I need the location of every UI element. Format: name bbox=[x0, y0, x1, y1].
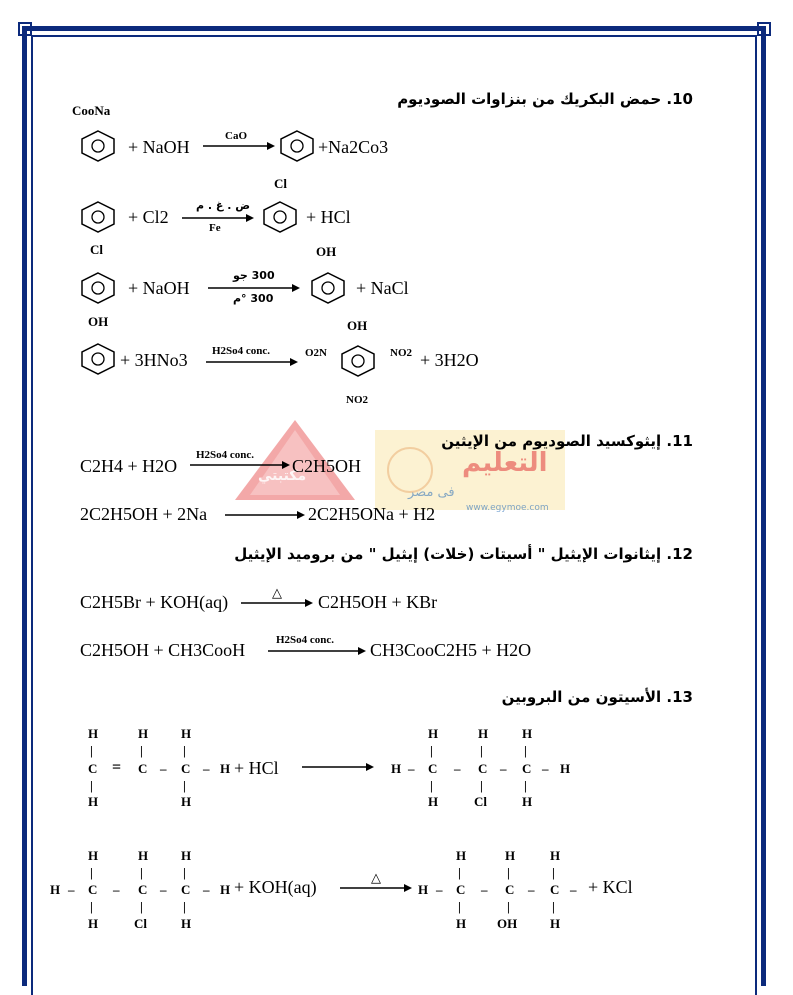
atom-h: H bbox=[88, 794, 99, 809]
atom-h: H bbox=[560, 761, 571, 776]
bond-line: | bbox=[430, 743, 433, 758]
catalyst-label: H2So4 conc. bbox=[212, 345, 271, 357]
bond-line: | bbox=[183, 865, 186, 880]
bond-line: | bbox=[507, 899, 510, 914]
frame-corner bbox=[757, 22, 771, 36]
atom-h: H bbox=[522, 794, 533, 809]
equation-right: 2C2H5ONa + H2 bbox=[308, 504, 436, 524]
atom-h: H bbox=[456, 848, 467, 863]
bond-line: | bbox=[90, 865, 93, 880]
atom-c: C bbox=[138, 761, 148, 776]
atom-h: H bbox=[88, 916, 99, 931]
bond-line: | bbox=[552, 865, 555, 880]
bond-line: | bbox=[507, 865, 510, 880]
benzene-ring-icon bbox=[80, 343, 116, 375]
bond-line: | bbox=[140, 899, 143, 914]
equation-left: C2H4 + H2O bbox=[80, 456, 178, 476]
reaction-arrow-icon bbox=[203, 141, 275, 151]
equation-left: 2C2H5OH + 2Na bbox=[80, 504, 208, 524]
reaction-arrow-icon bbox=[190, 460, 290, 470]
atom-c: C bbox=[181, 882, 191, 897]
bond-line: | bbox=[90, 778, 93, 793]
reaction-arrow-icon bbox=[225, 510, 305, 520]
reagent-text: + Cl2 bbox=[128, 207, 169, 227]
bond-line: | bbox=[430, 778, 433, 793]
bond-line: – bbox=[203, 761, 210, 776]
atom-h: H bbox=[138, 848, 149, 863]
bond-double: = bbox=[112, 759, 122, 776]
atom-h: H bbox=[88, 848, 99, 863]
heat-symbol: △ bbox=[371, 870, 381, 885]
product-text: +Na2Co3 bbox=[318, 137, 389, 157]
reagent-text: + NaOH bbox=[128, 137, 190, 157]
bond-line: – bbox=[542, 761, 549, 776]
catalyst-label: H2So4 conc. bbox=[196, 449, 255, 461]
bond-line: | bbox=[183, 899, 186, 914]
product-text: + KCl bbox=[588, 877, 633, 897]
watermark-brand: التعليم bbox=[462, 448, 548, 478]
bond-line: – bbox=[454, 761, 461, 776]
reaction-arrow-icon bbox=[340, 883, 412, 893]
bond-line: – bbox=[570, 882, 577, 897]
atom-h: H bbox=[391, 761, 402, 776]
bond-line: – bbox=[113, 882, 120, 897]
reaction-arrow-icon bbox=[302, 762, 374, 772]
bond-line: | bbox=[140, 865, 143, 880]
catalyst-label: CaO bbox=[225, 130, 247, 142]
atom-c: C bbox=[88, 882, 98, 897]
atom-c: C bbox=[428, 761, 438, 776]
atom-cl: Cl bbox=[474, 794, 487, 809]
atom-c: C bbox=[138, 882, 148, 897]
atom-h: H bbox=[522, 726, 533, 741]
atom-h: H bbox=[88, 726, 99, 741]
reaction-arrow-icon bbox=[268, 646, 366, 656]
atom-c: C bbox=[181, 761, 191, 776]
section-heading-13: 13. الأسيتون من البروبين bbox=[501, 688, 693, 706]
reagent-text: + KOH(aq) bbox=[234, 877, 317, 897]
equation-right: C2H5OH bbox=[292, 456, 362, 476]
atom-h: H bbox=[456, 916, 467, 931]
atom-h: H bbox=[220, 882, 231, 897]
atom-cl: Cl bbox=[134, 916, 147, 931]
equation-right: C2H5OH + KBr bbox=[318, 592, 438, 612]
atom-h: H bbox=[220, 761, 231, 776]
reaction-arrow-icon bbox=[206, 357, 298, 367]
substituent-label: Cl bbox=[90, 242, 103, 257]
bond-line: | bbox=[90, 743, 93, 758]
bond-line: – bbox=[481, 882, 488, 897]
benzene-ring-icon bbox=[310, 272, 346, 304]
condition-label: 300 °م bbox=[233, 292, 274, 305]
section-heading-10: 10. حمض البكريك من بنزاوات الصوديوم bbox=[397, 90, 693, 108]
frame-corner bbox=[18, 22, 32, 36]
atom-h: H bbox=[428, 726, 439, 741]
product-text: + NaCl bbox=[356, 278, 409, 298]
substituent-label: NO2 bbox=[390, 347, 412, 359]
atom-c: C bbox=[522, 761, 532, 776]
condition-label: ض . غ . م bbox=[196, 199, 251, 212]
bond-line: – bbox=[500, 761, 507, 776]
atom-h: H bbox=[138, 726, 149, 741]
atom-h: H bbox=[550, 916, 561, 931]
substituent-label: OH bbox=[316, 244, 337, 259]
atom-h: H bbox=[181, 916, 192, 931]
reagent-text: + NaOH bbox=[128, 278, 190, 298]
atom-c: C bbox=[88, 761, 98, 776]
catalyst-label: H2So4 conc. bbox=[276, 634, 335, 646]
equation-right: CH3CooC2H5 + H2O bbox=[370, 640, 532, 660]
substituent-label: NO2 bbox=[346, 394, 368, 406]
equation-left: C2H5Br + KOH(aq) bbox=[80, 592, 229, 612]
bond-line: | bbox=[183, 743, 186, 758]
atom-h: H bbox=[478, 726, 489, 741]
catalyst-label: Fe bbox=[209, 222, 221, 234]
bond-line: | bbox=[524, 778, 527, 793]
bond-line: – bbox=[408, 761, 415, 776]
atom-c: C bbox=[505, 882, 515, 897]
bond-line: | bbox=[458, 899, 461, 914]
bond-line: | bbox=[480, 743, 483, 758]
benzene-ring-icon bbox=[279, 130, 315, 162]
watermark-sub: فى مصر bbox=[408, 485, 455, 500]
benzene-ring-icon bbox=[80, 272, 116, 304]
bond-line: | bbox=[480, 778, 483, 793]
reaction-arrow-icon bbox=[241, 598, 313, 608]
bond-line: | bbox=[524, 743, 527, 758]
heat-symbol: △ bbox=[272, 585, 282, 600]
benzene-ring-icon bbox=[80, 130, 116, 162]
section-heading-11: 11. إيثوكسيد الصوديوم من الإيثين bbox=[441, 432, 693, 450]
bond-line: – bbox=[436, 882, 443, 897]
substituent-label: O2N bbox=[305, 347, 327, 359]
benzene-ring-icon bbox=[80, 201, 116, 233]
product-text: + HCl bbox=[306, 207, 351, 227]
bond-line: – bbox=[160, 882, 167, 897]
benzene-ring-icon bbox=[262, 201, 298, 233]
reagent-text: + 3HNo3 bbox=[120, 350, 188, 370]
watermark-logo-text: مكتبتي bbox=[258, 468, 307, 484]
bond-line: – bbox=[68, 882, 75, 897]
bond-line: | bbox=[183, 778, 186, 793]
substituent-label: OH bbox=[347, 318, 368, 333]
atom-h: H bbox=[50, 882, 61, 897]
atom-c: C bbox=[550, 882, 560, 897]
atom-c: C bbox=[478, 761, 488, 776]
equation-left: C2H5OH + CH3CooH bbox=[80, 640, 246, 660]
atom-oh: OH bbox=[497, 916, 518, 931]
section-heading-12: 12. إيثانوات الإيثيل " أسيتات (خلات) إيثيل " من بروميد الإيثيل bbox=[234, 545, 693, 563]
atom-h: H bbox=[550, 848, 561, 863]
benzene-ring-icon bbox=[340, 345, 376, 377]
watermark-url: www.egymoe.com bbox=[466, 503, 549, 513]
bond-line: – bbox=[160, 761, 167, 776]
atom-h: H bbox=[181, 794, 192, 809]
product-text: + 3H2O bbox=[420, 350, 479, 370]
bond-line: | bbox=[90, 899, 93, 914]
bond-line: | bbox=[552, 899, 555, 914]
condition-label: 300 جو bbox=[233, 269, 275, 282]
atom-c: C bbox=[456, 882, 466, 897]
atom-h: H bbox=[181, 726, 192, 741]
atom-h: H bbox=[505, 848, 516, 863]
substituent-label: OH bbox=[88, 314, 109, 329]
bond-line: – bbox=[528, 882, 535, 897]
bond-line: | bbox=[458, 865, 461, 880]
bond-line: | bbox=[140, 743, 143, 758]
bond-line: – bbox=[203, 882, 210, 897]
atom-h: H bbox=[418, 882, 429, 897]
atom-h: H bbox=[181, 848, 192, 863]
atom-h: H bbox=[428, 794, 439, 809]
substituent-label: Cl bbox=[274, 176, 287, 191]
substituent-label: CooNa bbox=[72, 103, 111, 118]
reagent-text: + HCl bbox=[234, 758, 279, 778]
